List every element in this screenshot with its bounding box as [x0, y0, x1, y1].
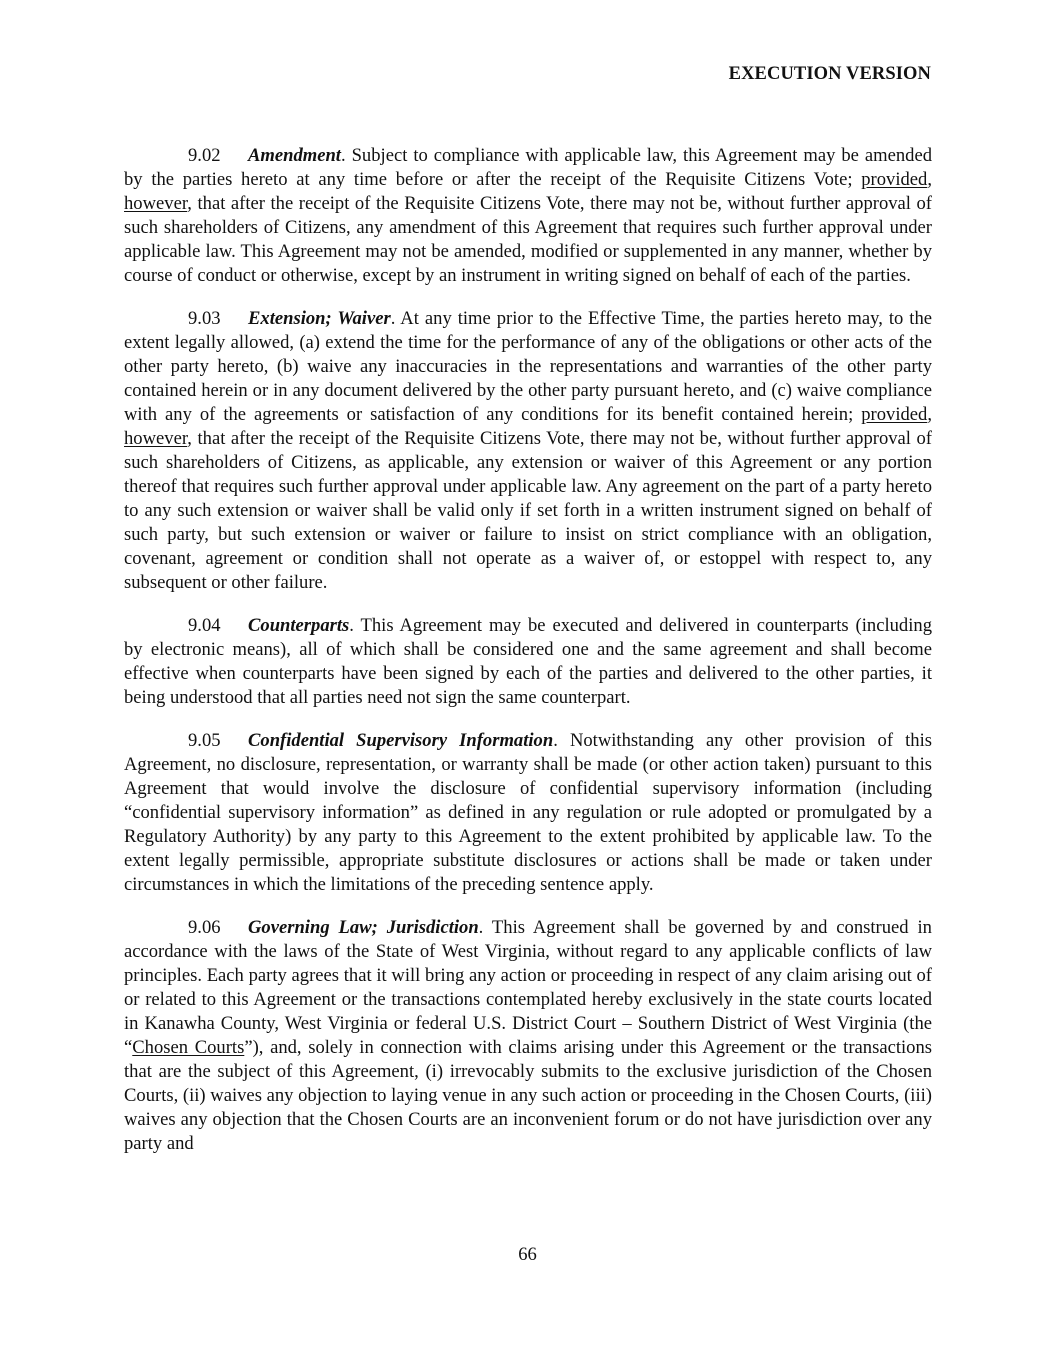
execution-version-header: EXECUTION VERSION — [728, 64, 931, 84]
section-9-03 — [124, 307, 932, 595]
section-text: , that after the receipt of the Requisite Citizens Vote, there may not be, without further approval of such shareholders of Citizens, as applicable, any extension or waiver of this Agreement or any portion thereof that requires such further approval under applicable law. Any agreement on the part of a party hereto to any such extension or waiver shall be valid only if set forth in a written instrument signed on behalf of such party, but such extension or waiver or failure to insist on strict compliance with an obligation, covenant, agreement or condition shall not operate as a waiver of, or estoppel with respect to, any subsequent or other failure. — [124, 428, 932, 593]
section-title: Extension; Waiver — [248, 308, 391, 329]
section-text: . This Agreement may be executed and delivered in counterparts (including by electronic means), all of which shall be considered one and the same agreement and shall become effective when counterparts have been signed by each of the parties and delivered to the other parties, it being understood that all parties need not sign the same counterpart. — [124, 615, 932, 708]
section-9-02 — [124, 144, 932, 288]
section-number: 9.02 — [188, 145, 221, 166]
underlined-term-however: however — [124, 428, 188, 449]
section-number: 9.05 — [188, 730, 221, 751]
document-body — [124, 144, 932, 1175]
section-9-04 — [124, 614, 932, 710]
section-9-05 — [124, 729, 932, 897]
section-text: , — [927, 404, 932, 425]
underlined-term-however: however — [124, 193, 188, 214]
section-title: Counterparts — [248, 615, 350, 636]
section-number: 9.06 — [188, 917, 221, 938]
underlined-term-provided: provided — [861, 404, 928, 425]
section-text: . Notwithstanding any other provision of this Agreement, no disclosure, representation, or warranty shall be made (or other action taken) pursuant to this Agreement that would involve the disclosure of confidential supervisory information (including “confidential supervisory information” as defined in any regulation or rule adopted or promulgated by a Regulatory Authority) by any party to this Agreement to the extent prohibited by applicable law. To the extent legally permissible, appropriate substitute disclosures or actions shall be made or taken under circumstances in which the limitations of the preceding sentence apply. — [124, 730, 932, 895]
section-title: Confidential Supervisory Information — [248, 730, 554, 751]
section-number: 9.03 — [188, 308, 221, 329]
section-text: , that after the receipt of the Requisite Citizens Vote, there may not be, without further approval of such shareholders of Citizens, any amendment of this Agreement that requires such further approval under applicable law. This Agreement may not be amended, modified or supplemented in any manner, whether by course of conduct or otherwise, except by an instrument in writing signed on behalf of each of the parties. — [124, 193, 932, 286]
section-text: , — [927, 169, 932, 190]
defined-term-chosen-courts: Chosen Courts — [132, 1037, 245, 1058]
underlined-term-provided: provided — [861, 169, 928, 190]
section-text: ”), and, solely in connection with claims arising under this Agreement or the transactions that are the subject of this Agreement, (i) irrevocably submits to the exclusive jurisdiction of the Chosen Courts, (ii) waives any objection to laying venue in any such action or proceeding in the Chosen Courts, (iii) waives any objection that the Chosen Courts are an inconvenient forum or do not have jurisdiction over any party and — [124, 1037, 932, 1154]
section-number: 9.04 — [188, 615, 221, 636]
section-text: . Subject to compliance with applicable law, this Agreement may be amended by the parties hereto at any time before or after the receipt of the Requisite Citizens Vote; — [124, 145, 932, 190]
section-text: . This Agreement shall be governed by and construed in accordance with the laws of the State of West Virginia, without regard to any applicable conflicts of law principles. Each party agrees that it will bring any action or proceeding in respect of any claim arising out of or related to this Agreement or the transactions contemplated hereby exclusively in the state courts located in Kanawha County, West Virginia or federal U.S. District Court – Southern District of West Virginia (the “ — [124, 917, 932, 1058]
section-text: . At any time prior to the Effective Time, the parties hereto may, to the extent legally allowed, (a) extend the time for the performance of any of the obligations or other acts of the other party hereto, (b) waive any inaccuracies in the representations and warranties of the other party contained herein or in any document delivered by the other party pursuant hereto, and (c) waive compliance with any of the agreements or satisfaction of any conditions for its benefit contained herein; — [124, 308, 932, 425]
section-9-06 — [124, 916, 932, 1156]
section-title: Governing Law; Jurisdiction — [248, 917, 479, 938]
section-title: Amendment — [248, 145, 341, 166]
page-number: 66 — [518, 1244, 537, 1265]
